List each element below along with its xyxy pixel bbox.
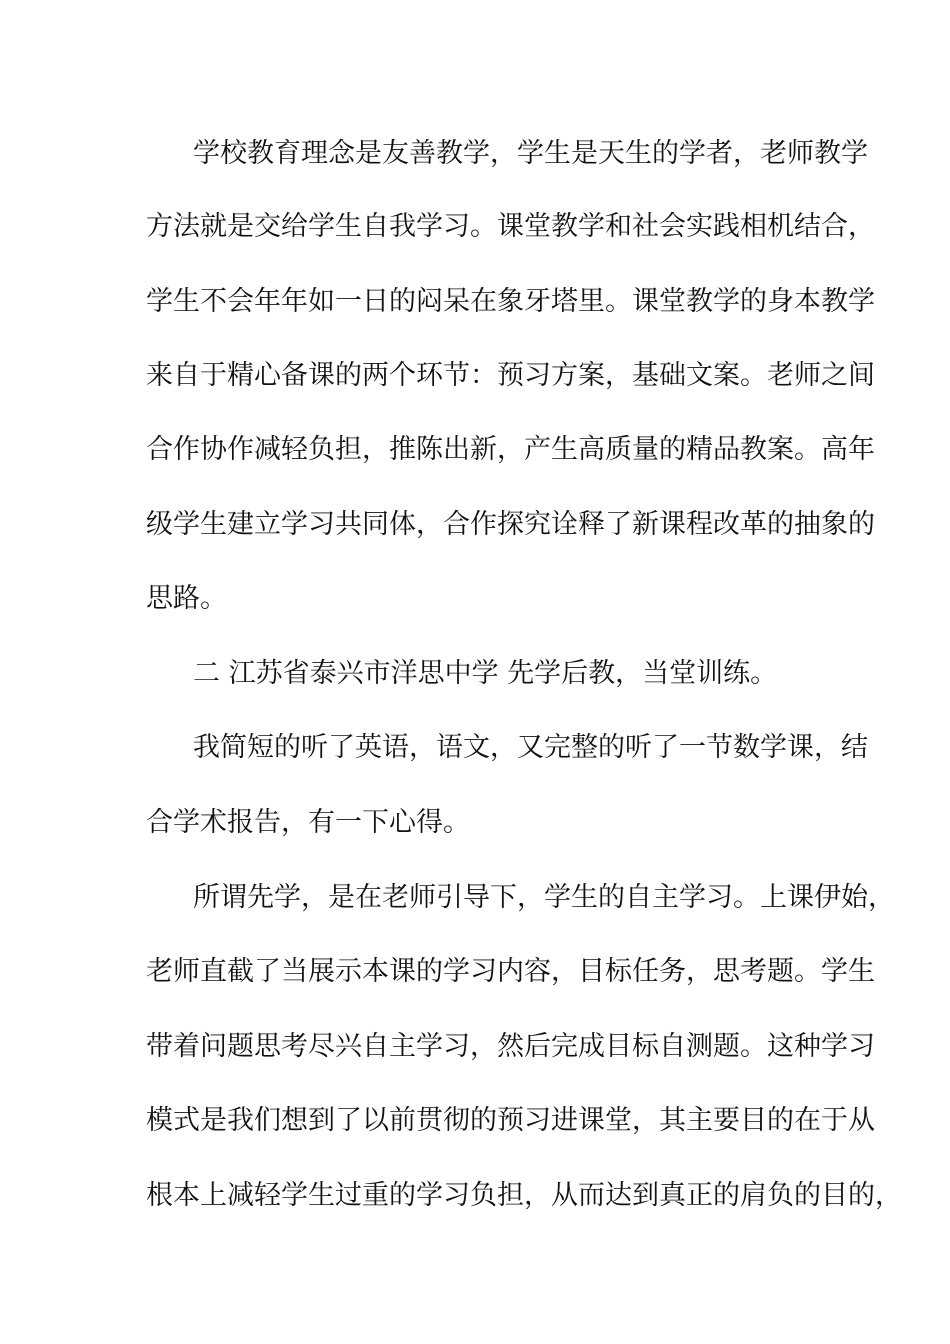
paragraph-line: 思路。	[146, 583, 227, 614]
paragraph-line: 老师直截了当展示本课的学习内容，目标任务，思考题。学生	[146, 956, 875, 987]
paragraph-line: 合学术报告，有一下心得。	[146, 807, 470, 838]
paragraph-line: 来自于精心备课的两个环节：预习方案，基础文案。老师之间	[146, 360, 875, 391]
paragraph-line: 所谓先学，是在老师引导下，学生的自主学习。上课伊始，	[193, 882, 895, 913]
paragraph-line: 根本上减轻学生过重的学习负担，从而达到真正的肩负的目的，	[146, 1180, 902, 1211]
paragraph-line: 方法就是交给学生自我学习。课堂教学和社会实践相机结合，	[146, 211, 875, 242]
paragraph-line: 级学生建立学习共同体，合作探究诠释了新课程改革的抽象的	[146, 509, 875, 540]
paragraph-line: 学校教育理念是友善教学，学生是天生的学者，老师教学	[193, 138, 868, 169]
paragraph-line: 带着问题思考尽兴自主学习，然后完成目标自测题。这种学习	[146, 1031, 875, 1062]
paragraph-line: 合作协作减轻负担，推陈出新，产生高质量的精品教案。高年	[146, 434, 875, 465]
paragraph-line: 我简短的听了英语，语文，又完整的听了一节数学课，结	[193, 732, 868, 763]
paragraph-line: 模式是我们想到了以前贯彻的预习进课堂，其主要目的在于从	[146, 1105, 875, 1136]
paragraph-line: 学生不会年年如一日的闷呆在象牙塔里。课堂教学的身本教学	[146, 286, 875, 317]
heading-line: 二 江苏省泰兴市洋思中学 先学后教，当堂训练。	[193, 658, 778, 689]
